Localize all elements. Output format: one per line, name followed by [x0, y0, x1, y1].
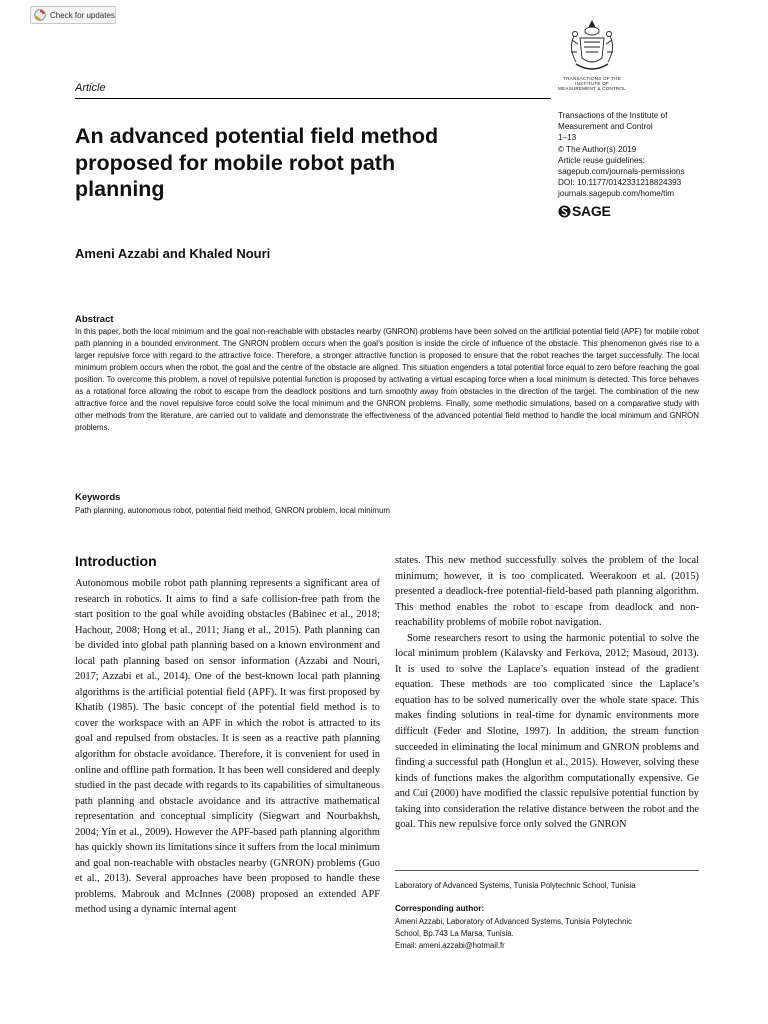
check-updates-icon [34, 9, 46, 21]
sage-wordmark: SAGE [572, 203, 611, 219]
check-updates-label: Check for updates [50, 10, 115, 20]
author-affiliation: Laboratory of Advanced Systems, Tunisia Polytechnic School, Tunisia [395, 881, 636, 890]
footnote-divider [395, 870, 699, 871]
institute-name-text [556, 76, 628, 91]
keywords-heading: Keywords [75, 492, 121, 503]
corresponding-email[interactable]: Email: ameni.azzabi@hotmail.fr [395, 941, 505, 951]
left-column [75, 576, 380, 918]
corresponding-author-heading: Corresponding author: [395, 904, 485, 913]
journal-info-line: Measurement and Control [558, 122, 653, 132]
corresponding-line: Ameni Azzabi, Laboratory of Advanced Systems, Tunisia Polytechnic [395, 917, 633, 926]
journal-info-line: © The Author(s) 2019 [558, 144, 637, 154]
sage-s-icon [558, 205, 571, 218]
journal-info-line: Transactions of the Institute of [558, 111, 668, 120]
corresponding-line: School, Bp.743 La Marsa, Tunisia. [395, 929, 514, 939]
doi-link[interactable]: DOI: 10.1177/0142331218824393 [558, 178, 682, 188]
permissions-link[interactable]: sagepub.com/journals-permissions [558, 167, 685, 177]
institute-crest-logo [562, 18, 622, 78]
body-paragraph: Autonomous mobile robot path planning represents a significant area of research in robotics. It aims to find a safe collision-free path from the start position to the goal while avoiding obstacles (Babinec et al., 2018; Hachour, 2008; Hong et al., 2011; Jiang et al., 2015). Path planning can be divided into global path planning based on a known environment and local path planning based on sensor information (Azzabi and Nouri, 2017; Azzabi et al., 2014). One of the best-known local path planning algorithms is the artificial potential field (APF). It was first proposed by Khatib (1985). The basic concept of the potential field method is to cover the workspace with an APF in which the robot is attracted to its goal and repulsed from obstacles. It is seen as a reactive path planning algorithm for obstacle avoidance. Therefore, it is convenient for used in online and offline path formation. It has been well considered and deeply studied in the past decade with regards to its capabilities of simultaneous path planning and obstacle avoidance and its attractive mathematical representation and conceptual simplicity (Siegwart and Nourbakhsh, 2004; Yin et al., 2009). However the APF-based path planning algorithm has quickly shown its limitations since it suffers from the local minimum and goal non-reachable with obstacles nearby (GNRON) problems (Guo et al., 2013). Several approaches have been proposed to handle these problems. Mabrouk and McInnes (2008) proposed an extended APF method using a dynamic internal agent [75, 578, 380, 916]
corresponding-author-details [395, 916, 699, 953]
sage-publisher-logo [558, 203, 610, 219]
body-paragraph: Some researchers resort to using the harmonic potential to solve the local minimum problem (Kalavsky and Ferkova, 2012; Masoud, 2013). It is used to solve the Laplace’s equation instead of the gradient equation. These methods are too complicated since the Laplace’s equation has to be solved numerically over the whole state space. This makes finding solutions in real-time for dynamic environments more difficult (Feder and Slotine, 1997). In addition, the stream function succeeded in eliminating the local minimum and GNRON problems and finding a successful path (Honglun et al., 2015). However, solving these kinds of functions makes the algorithm computationally expensive. Ge and Cui (2000) have modified the classic repulsive potential function by taking into consideration the relative distance between the robot and the goal. This new repulsive force only solved the GNRON [395, 632, 699, 831]
introduction-heading: Introduction [75, 553, 157, 569]
header-divider [75, 98, 551, 99]
journal-home-link[interactable]: journals.sagepub.com/home/tim [558, 189, 675, 199]
keywords-text: Path planning, autonomous robot, potential field method, GNRON problem, local minimum [75, 506, 390, 515]
logo-text-line: TRANSACTIONS OF THE [563, 76, 621, 81]
check-for-updates-button[interactable] [30, 6, 116, 24]
right-column [395, 553, 699, 833]
paper-authors: Ameni Azzabi and Khaled Nouri [75, 246, 271, 261]
logo-text-line: MEASUREMENT & CONTROL [558, 86, 626, 91]
paper-title: An advanced potential field method proposed for mobile robot path planning [75, 124, 439, 201]
abstract-text: In this paper, both the local minimum and the goal non-reachable with obstacles nearby (GNRON) problems have been solved on the artificial potential field (APF) for mobile robot path planning in a bounded environment. The GNRON problem occurs when the goal’s position is inside the circle of influence of the obstacle. This phenomenon gives rise to a larger repulsive force with regard to the attractive force. Therefore, a stronger attractive function is proposed to ensure that the robot reaches the target successfully. The local minimum problem occurs when the robot, the goal and the centre of the obstacle are aligned. This situation engenders a total potential force equal to zero before reaching the goal position. To overcome this problem, a novel of repulsive potential function is proposed by activating a virtual escaping force when a local minimum is detected. This force behaves as a rotational force allowing the robot to escape from the deadlock positions and turn smoothly away from obstacles in the direction of the target. The combination of the new attractive force and the novel repulsive force could solve the local minimum and the GNRON problems. Finally, some methodic simulations, based on a comparative study with other methods from the literature, are carried out to validate and demonstrate the effectiveness of the advanced potential field method to handle the local minimum and GNRON problems. [75, 327, 699, 433]
journal-info-line: Article reuse guidelines: [558, 155, 645, 165]
logo-text-line: INSTITUTE OF [575, 81, 609, 86]
journal-info [558, 110, 748, 200]
body-paragraph: states. This new method successfully solves the problem of the local minimum; however, it is too complicated. Weerakoon et al. (2015) presented a deadlock-free potential-field-based path planning algorithm. This method enables the robot to escape from deadlock and non-reachability problems of mobile robot navigation. [395, 555, 699, 629]
journal-info-line: 1–13 [558, 133, 577, 143]
article-type-label: Article [75, 82, 106, 94]
abstract-heading: Abstract [75, 314, 114, 325]
